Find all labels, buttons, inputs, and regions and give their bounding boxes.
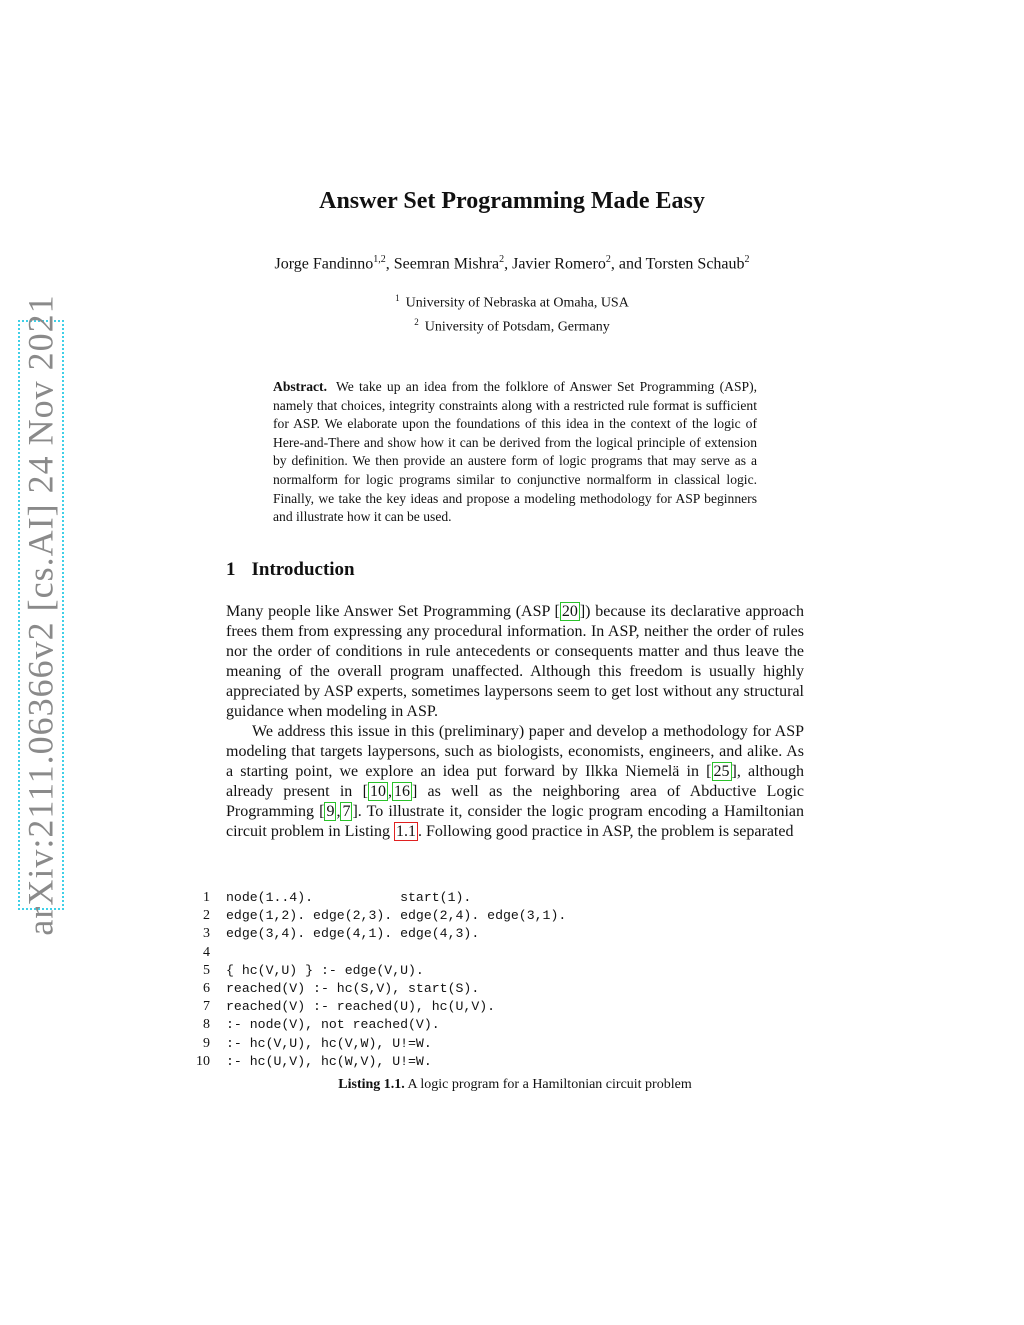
line-number: 1 (203, 890, 210, 905)
line-number: 4 (203, 944, 210, 960)
paragraph: We address this issue in this (preliminary) paper and develop a methodology for ASP modeling that targets laypersons, such as biologists, economists, engineers, and alike. As a starting point, we explore an idea put forward by Ilkka Niemelä in [ 25 ], although already present in [ 10 , 16 ] as well as the neighboring area of Abductive Logic Programming [ 9 , 7 ]. To illustrate it, consider the logic program encoding a Hamiltonian circuit problem in Listing 1.1 . Following good practice in ASP, the problem is separated (226, 723, 805, 840)
author-affil-mark: 1,2 (373, 254, 386, 265)
code-line (193, 907, 566, 925)
line-number: 3 (203, 926, 210, 942)
arxiv-id: arXiv:2111.06366v2 [cs.AI] 24 Nov 2021 (21, 294, 61, 936)
affiliation: $^1$ University of Nebraska at Omaha, USA (395, 293, 629, 311)
caption-text: A logic program for a Hamiltonian circuit problem (407, 1077, 692, 1092)
code-line (193, 1016, 566, 1034)
caption-label: Listing 1.1. (338, 1077, 405, 1092)
code-line (193, 925, 566, 943)
line-number: 10 (196, 1053, 210, 1069)
citation-link[interactable]: 7 (342, 803, 351, 820)
author-name: Seemran Mishra (393, 255, 500, 273)
code-text: edge(1,2). edge(2,3). edge(2,4). edge(3,1). (226, 908, 567, 924)
citation-link[interactable]: 20 (561, 603, 578, 620)
line-number: 8 (203, 1017, 210, 1033)
listing-ref-link[interactable]: 1.1 (395, 823, 416, 840)
author-name: Torsten Schaub (645, 255, 745, 273)
code-text: reached(V) :- reached(U), hc(U,V). (226, 999, 496, 1015)
code-line (193, 889, 566, 907)
intro-body (226, 602, 804, 842)
section-title: Introduction (251, 559, 355, 580)
line-number: 6 (203, 980, 210, 996)
citation-link[interactable]: 10 (369, 783, 386, 800)
code-text: node(1..4). start(1). (226, 890, 472, 905)
abstract-text: We take up an idea from the folklore of Answer Set Programming (ASP), namely that choices, integrity constraints along with a restricted rule format is sufficient for ASP. We elaborate upon the foundations of this idea in the context of the logic of Here-and-There and show how it can be derived from the logical principle of extension by definition. We then provide an austere form of logic programs that may serve as a normalform for logic programs similar to conjunctive normalform in classical logic. Finally, we take the key ideas and propose a modeling methodology for ASP beginners and illustrate how it can be used. (273, 379, 757, 525)
author-name: Jorge Fandinno (274, 255, 374, 273)
line-number: 2 (203, 908, 210, 924)
code-line (193, 998, 566, 1016)
code-text: edge(3,4). edge(4,1). edge(4,3). (226, 926, 480, 942)
section-heading (226, 559, 355, 581)
affiliations (0, 289, 1024, 336)
code-text: :- hc(V,U), hc(V,W), U!=W. (226, 1035, 432, 1051)
code-text: reached(V) :- hc(S,V), start(S). (226, 980, 480, 996)
line-number: 7 (203, 999, 210, 1015)
code-text: { hc(V,U) } :- edge(V,U). (226, 962, 424, 978)
code-listing (193, 889, 566, 1071)
author-affil-mark: 2 (499, 254, 505, 265)
author-name: Javier Romero (512, 255, 606, 273)
code-line (193, 1053, 566, 1071)
listing-caption (0, 1077, 1024, 1093)
code-text: :- hc(U,V), hc(W,V), U!=W. (226, 1053, 432, 1069)
affiliation: $^2$ University of Potsdam, Germany (414, 316, 610, 335)
section-number: 1 (226, 559, 236, 580)
line-number: 5 (203, 962, 210, 978)
code-line (193, 1035, 566, 1053)
code-text: :- node(V), not reached(V). (226, 1017, 440, 1033)
arxiv-sidebar (18, 294, 64, 936)
code-line (193, 944, 566, 962)
author-affil-mark: 2 (744, 254, 750, 265)
abstract (273, 378, 757, 527)
code-line (193, 962, 566, 980)
author-list: Jorge Fandinno$^{1,2}$, Seemran Mishra$^2$, Javier Romero$^2$, and Torsten Schaub$^2$ (274, 254, 750, 273)
code-line (193, 980, 566, 998)
abstract-label: Abstract. (273, 379, 327, 394)
line-number: 9 (203, 1035, 210, 1051)
citation-link[interactable]: 25 (713, 763, 730, 780)
citation-link[interactable]: 9 (326, 803, 335, 820)
citation-link[interactable]: 16 (393, 783, 410, 800)
paper-title: Answer Set Programming Made Easy (319, 188, 705, 214)
paragraph: Many people like Answer Set Programming (ASP [ 20 ]) because its declarative approach frees them from expressing any procedural information. In ASP, neither the order of rules nor the order of conditions in rule antecedents or consequents matter and thus leave the meaning of the overall program unaffected. Although this freedom is usually highly appreciated by ASP experts, sometimes laypersons seem to get lost without any structural guidance when modeling in ASP. (226, 603, 804, 720)
author-affil-mark: 2 (605, 254, 611, 265)
